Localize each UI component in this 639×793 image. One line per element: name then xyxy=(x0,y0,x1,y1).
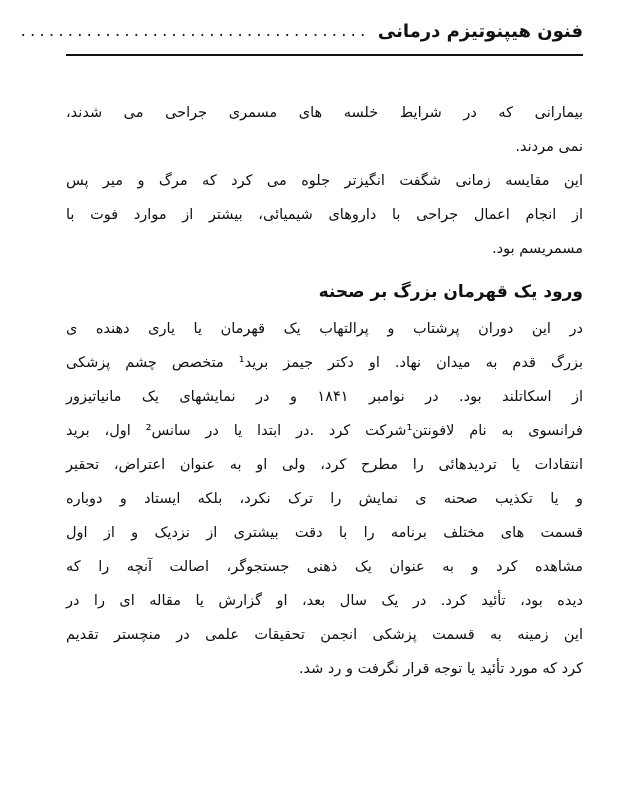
text-line: انتقادات یا تردیدهائی را مطرح کرد، ولی او به عنوان اعتراض، تحقیر xyxy=(66,457,583,473)
text-line: این زمینه به قسمت پزشکی انجمن تحقیقات علمی در منچستر تقدیم xyxy=(66,627,583,643)
text-line: قسمت های مختلف برنامه را با دقت بیشتری از نزدیک و از اول xyxy=(66,525,583,541)
section-heading: ورود یک قهرمان بزرگ بر صحنه xyxy=(318,282,583,302)
text-line: بزرگ قدم به میدان نهاد. او دکتر جیمز برید¹ متخصص چشم پزشکی xyxy=(66,355,583,371)
running-header-leader: ..................................... xyxy=(19,24,368,40)
text-line: از انجام اعمال جراحی با داروهای شیمیائی، بیشتر از موارد فوت با xyxy=(66,207,583,223)
text-line: دیده بود، تأئید کرد. در یک سال بعد، او گزارش یا مقاله ای را در xyxy=(66,593,583,609)
text-line: فرانسوی به نام لافونتن¹شرکت کرد .در ابتدا یا در سانس² اول، برید xyxy=(66,423,583,439)
text-line: مسمریسم بود. xyxy=(492,241,583,257)
text-line: نمی مردند. xyxy=(515,139,583,155)
text-line: در این دوران پرشتاب و پرالتهاب یک قهرمان یا یاری دهنده ی xyxy=(66,321,583,337)
text-line: مشاهده کرد و به عنوان یک ذهنی جستجوگر، اصالت آنچه را که xyxy=(66,559,583,575)
intro-paragraph xyxy=(66,96,583,266)
section-paragraph xyxy=(66,312,583,686)
header-rule xyxy=(66,54,583,56)
text-line: این مقایسه زمانی شگفت انگیزتر جلوه می کرد که مرگ و میر پس xyxy=(66,173,583,189)
text-line: بیمارانی که در شرایط خلسه های مسمری جراحی می شدند، xyxy=(66,105,583,121)
text-line: و یا تکذیب صحنه ی نمایش را ترک نکرد، بلکه ایستاد و دوباره xyxy=(66,491,583,507)
text-line: کرد که مورد تأئید یا توجه قرار نگرفت و رد شد. xyxy=(298,661,583,677)
page-body xyxy=(66,96,583,686)
text-line: از اسکاتلند بود. در نوامبر ۱۸۴۱ و در نمایشهای یک مانیاتیزور xyxy=(66,389,583,405)
running-header-title: فنون هیپنوتیزم درمانی xyxy=(377,21,583,42)
running-header xyxy=(19,8,583,44)
